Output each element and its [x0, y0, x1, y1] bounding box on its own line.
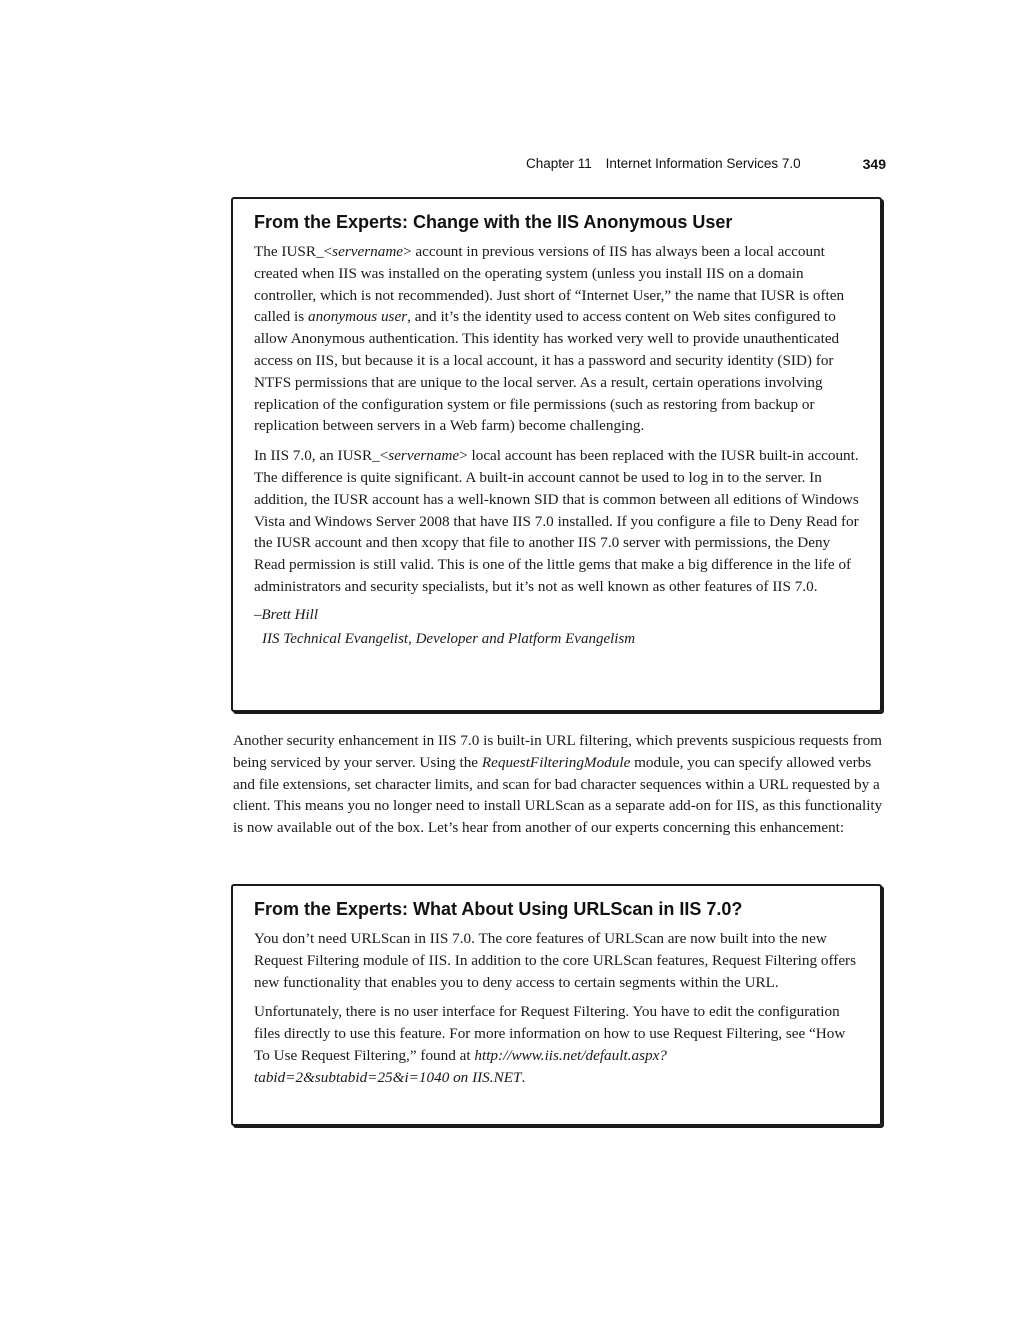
text-run: Unfortunately, there is no user interface for Request Filtering. You have to edit the configuration files directly to use this feature. For more information on how to use Request Filtering, see “How To Use Request Filtering,” found at — [254, 1003, 846, 1064]
signature — [254, 603, 860, 651]
text-run: module, you can specify allowed verbs and file extensions, set character limits, and scan for bad character sequences within a URL requested by a client. This means you no longer need to install URLScan as a separate add-on for IIS, as this functionality is now available out of the box. Let’s hear from another of our experts concerning this enhancement: — [233, 753, 883, 837]
running-header — [526, 156, 886, 171]
text-run-italic: servername — [332, 243, 404, 260]
author-name: –Brett Hill — [254, 606, 319, 623]
sidebar-paragraph — [254, 241, 860, 437]
chapter-label: Chapter 11 — [526, 156, 592, 171]
text-run-italic: RequestFilteringModule — [481, 753, 631, 771]
text-run: , and it’s the identity used to access content on Web sites configured to allow Anonymous authentication. This identity has worked very well to provide unauthenticated access on IIS, but because it is a local account, it has a password and security identity (SID) for NTFS permissions that are unique to the local server. As a result, certain operations involving replication of the configuration system or file permissions (such as restoring from backup or replication between servers in a Web farm) become challenging. — [254, 308, 840, 435]
expert-sidebar-urlscan — [231, 884, 882, 1126]
text-run: The IUSR_< — [254, 243, 333, 260]
sidebar-paragraph — [254, 1001, 860, 1088]
body-paragraph — [233, 730, 885, 839]
url-link[interactable]: http://www.iis.net/default.aspx?tabid=2&subtabid=25&i=1040 on IIS.NET — [254, 1046, 667, 1086]
sidebar-title: From the Experts: What About Using URLScan in IIS 7.0? — [254, 899, 743, 919]
text-run-italic: servername — [388, 447, 460, 465]
sidebar-paragraph: You don’t need URLScan in IIS 7.0. The core features of URLScan are now built into the new Request Filtering module of IIS. In addition to the core URLScan features, Request Filtering offers new functionality that enables you to deny access to certain segments within the URL. — [254, 930, 857, 991]
text-run-italic: anonymous user — [307, 308, 408, 326]
author-role: IIS Technical Evangelist, Developer and Platform Evangelism — [262, 630, 636, 647]
text-run: In IIS 7.0, an IUSR_< — [254, 447, 389, 465]
body-text — [233, 730, 885, 839]
text-run: Another security enhancement in IIS 7.0 is built-in URL filtering, which prevents suspicious requests from being serviced by your server. Using the — [233, 732, 882, 771]
text-run: . — [521, 1068, 526, 1086]
expert-sidebar-anonymous-user — [231, 197, 882, 712]
chapter-title: Internet Information Services 7.0 — [605, 156, 801, 171]
sidebar-title: From the Experts: Change with the IIS Anonymous User — [254, 212, 733, 232]
text-run: > account in previous versions of IIS has always been a local account created when IIS was installed on the operating system (unless you install IIS on a domain controller, which is not recommended). Just short of “Internet User,” the name that IUSR is often called is — [254, 243, 845, 326]
text-run: > local account has been replaced with the IUSR built-in account. The difference is quite significant. A built-in account cannot be used to log in to the server. In addition, the IUSR account has a well-known SID that is common between all editions of Windows Vista and Windows Server 2008 that have IIS 7.0 installed. If you configure a file to Deny Read for the IUSR account and then xcopy that file to another IIS 7.0 server with permissions, the Deny Read permission is still valid. This is one of the little gems that make a big difference in the life of administrators and security specialists, but it’s not as well known as other features of IIS 7.0. — [254, 447, 859, 595]
page-number: 349 — [862, 156, 886, 172]
sidebar-paragraph — [254, 445, 860, 598]
